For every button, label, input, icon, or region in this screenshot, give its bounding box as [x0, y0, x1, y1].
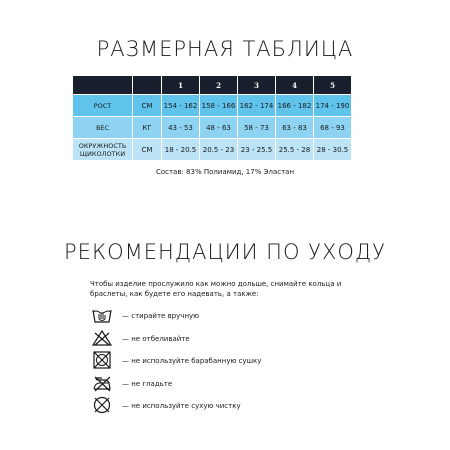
- size-header-row: [73, 76, 352, 95]
- hand-wash-icon: [92, 306, 112, 324]
- care-item-label: — не используйте барабанную сушку: [122, 357, 262, 365]
- table-row-weight: [73, 117, 352, 139]
- table-cell: 23 - 25.5: [238, 139, 276, 161]
- table-cell: 63 - 83: [276, 117, 314, 139]
- care-item-hand-wash: [92, 306, 332, 326]
- no-bleach-icon: [92, 329, 112, 347]
- care-item-no-bleach: [92, 329, 332, 349]
- table-cell: 25.5 - 28: [276, 139, 314, 161]
- table-cell: 20.5 - 23: [200, 139, 238, 161]
- row-unit: КГ: [133, 117, 162, 139]
- table-cell: 28 - 30.5: [314, 139, 352, 161]
- care-title: РЕКОМЕНДАЦИИ ПО УХОДУ: [64, 240, 386, 264]
- table-cell: 166 - 182: [276, 95, 314, 117]
- care-item-no-tumble-dry: [92, 351, 332, 371]
- header-size-2: 2: [200, 76, 238, 95]
- size-table-title: РАЗМЕРНАЯ ТАБЛИЦА: [96, 37, 354, 61]
- no-iron-icon: [92, 374, 112, 392]
- size-table: [72, 75, 352, 161]
- table-cell: 48 - 63: [200, 117, 238, 139]
- care-item-no-iron: [92, 374, 332, 394]
- row-unit: СМ: [133, 139, 162, 161]
- header-size-4: 4: [276, 76, 314, 95]
- table-cell: 174 - 190: [314, 95, 352, 117]
- header-size-5: 5: [314, 76, 352, 95]
- row-label: ОКРУЖНОСТЬ ЩИКОЛОТКИ: [73, 139, 133, 161]
- table-cell: 158 - 166: [200, 95, 238, 117]
- row-unit: СМ: [133, 95, 162, 117]
- table-cell: 18 - 20.5: [162, 139, 200, 161]
- table-cell: 154 - 162: [162, 95, 200, 117]
- row-label: ВЕС: [73, 117, 133, 139]
- header-size-1: 1: [162, 76, 200, 95]
- table-cell: 43 - 53: [162, 117, 200, 139]
- care-item-label: — не отбеливайте: [122, 335, 190, 343]
- table-cell: 58 - 73: [238, 117, 276, 139]
- composition-text: Состав: 83% Полиамид, 17% Эластан: [155, 168, 295, 176]
- table-row-height: [73, 95, 352, 117]
- no-tumble-dry-icon: [92, 351, 112, 369]
- row-label: РОСТ: [73, 95, 133, 117]
- header-size-3: 3: [238, 76, 276, 95]
- table-cell: 68 - 93: [314, 117, 352, 139]
- care-item-no-dry-clean: [92, 396, 332, 416]
- care-item-label: — не используйте сухую чистку: [122, 402, 241, 410]
- header-cell: [133, 76, 162, 95]
- care-item-label: — не гладьте: [122, 380, 173, 388]
- care-intro-text: Чтобы изделие прослужило как можно дольше, снимайте кольца и браслеты, как будете его надевать, а также:: [90, 280, 342, 298]
- header-cell: [73, 76, 133, 95]
- table-row-ankle: [73, 139, 352, 161]
- table-cell: 162 - 174: [238, 95, 276, 117]
- no-dry-clean-icon: [92, 396, 112, 414]
- care-item-label: — стирайте вручную: [122, 312, 200, 320]
